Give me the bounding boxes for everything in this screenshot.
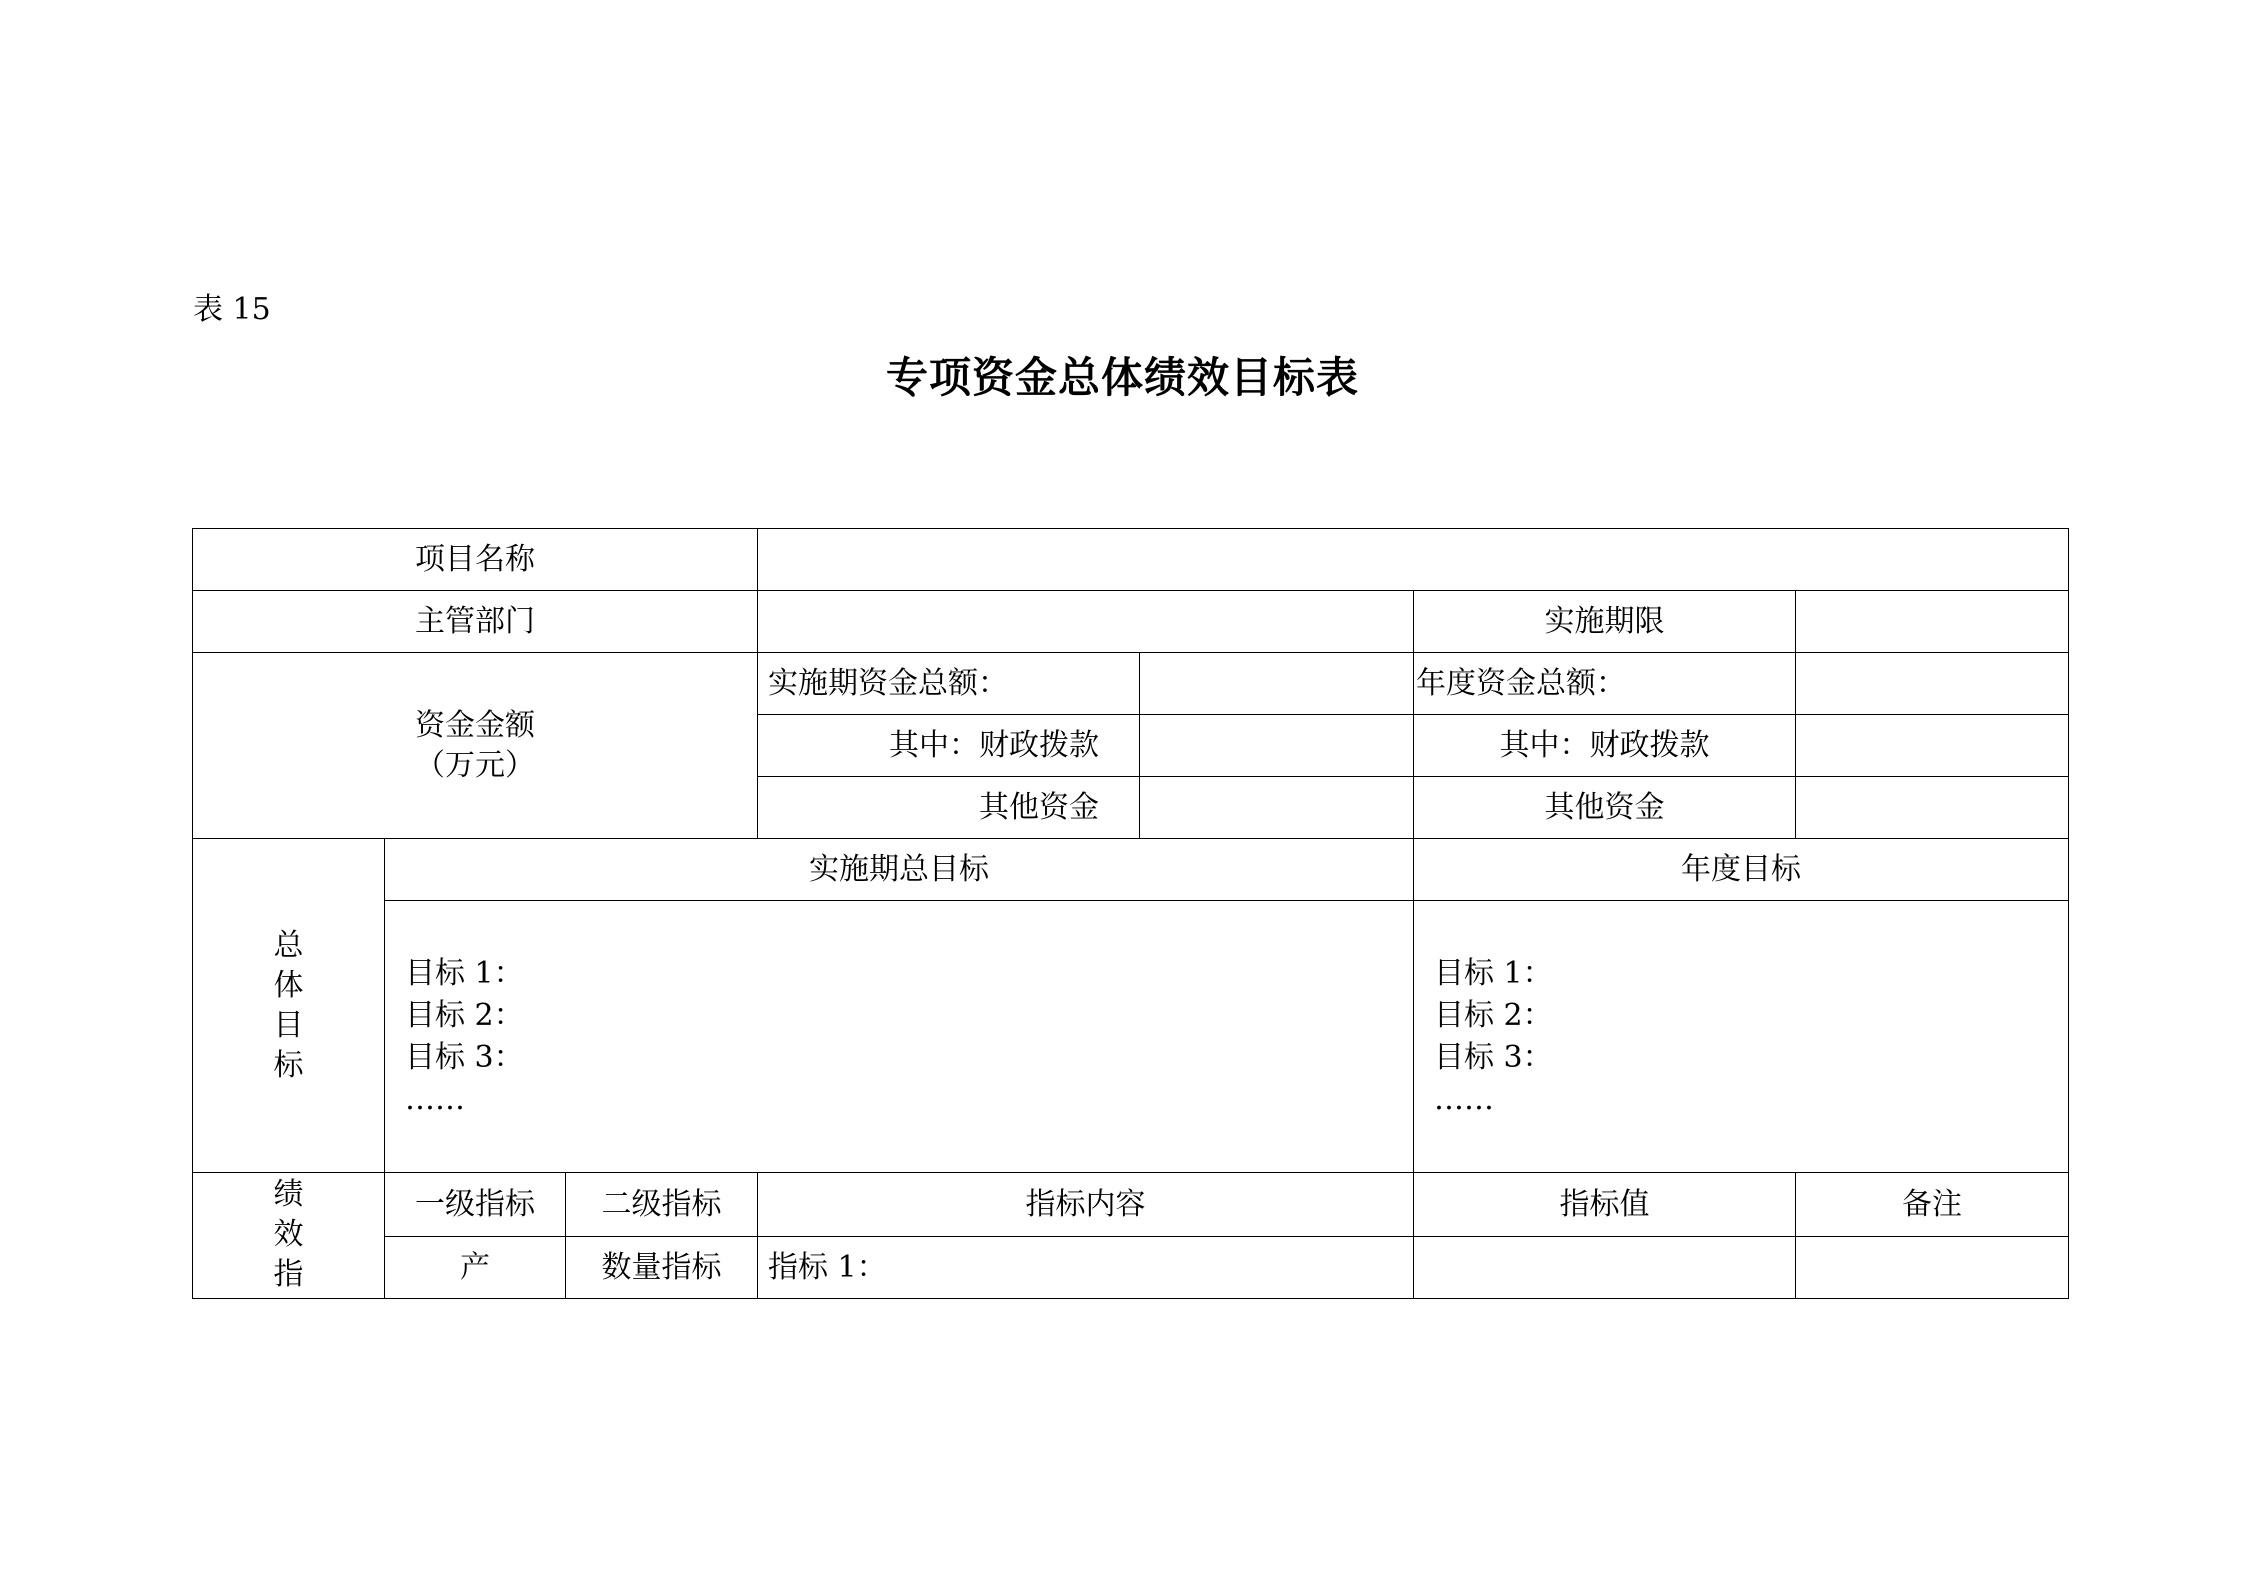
- overall-goal-label: [193, 839, 385, 1173]
- goal-header-row: [193, 839, 2069, 901]
- remark-field[interactable]: [1796, 1237, 2069, 1299]
- period-goal-3: 目标 3：: [405, 1039, 524, 1075]
- period-label: 实施期限: [1414, 591, 1796, 653]
- level1-indicator-header: 一级指标: [385, 1173, 566, 1237]
- annual-goal-more: ……: [1434, 1081, 1494, 1117]
- level2-indicator-header: 二级指标: [566, 1173, 758, 1237]
- annual-other-field[interactable]: [1796, 777, 2069, 839]
- level2-indicator-cell: 数量指标: [566, 1237, 758, 1299]
- annual-goal-3: 目标 3：: [1434, 1039, 1553, 1075]
- annual-goal-1: 目标 1：: [1434, 955, 1553, 991]
- indicator-char: 绩: [273, 1177, 304, 1212]
- annual-total-label: 年度资金总额：: [1414, 653, 1796, 715]
- period-other-field[interactable]: [1140, 777, 1414, 839]
- annual-fiscal-label: 其中：财政拨款: [1414, 715, 1796, 777]
- overall-goal-char: 标: [273, 1047, 304, 1083]
- indicator-value-header: 指标值: [1414, 1173, 1796, 1237]
- period-field[interactable]: [1796, 591, 2069, 653]
- annual-goal-header: 年度目标: [1414, 839, 2069, 901]
- project-name-label: 项目名称: [193, 529, 758, 591]
- department-field[interactable]: [758, 591, 1414, 653]
- document-title: 专项资金总体绩效目标表: [885, 353, 1359, 402]
- department-row: [193, 591, 2069, 653]
- period-fiscal-field[interactable]: [1140, 715, 1414, 777]
- indicator-content-cell[interactable]: 指标 1：: [758, 1237, 1414, 1299]
- fund-amount-label: [193, 653, 758, 839]
- overall-goal-char: 体: [273, 967, 304, 1003]
- overall-goal-char: 目: [273, 1007, 304, 1043]
- department-label: 主管部门: [193, 591, 758, 653]
- annual-fiscal-field[interactable]: [1796, 715, 2069, 777]
- indicator-value-field[interactable]: [1414, 1237, 1796, 1299]
- fund-label-line2: （万元）: [415, 747, 535, 783]
- annual-goal-2: 目标 2：: [1434, 997, 1553, 1033]
- period-goals-cell[interactable]: [385, 901, 1414, 1173]
- level1-indicator-cell: 产: [385, 1237, 566, 1299]
- indicator-header-row: [193, 1173, 2069, 1237]
- period-total-field[interactable]: [1140, 653, 1414, 715]
- period-goal-2: 目标 2：: [405, 997, 524, 1033]
- performance-indicator-label: [193, 1173, 385, 1299]
- project-name-field[interactable]: [758, 529, 2069, 591]
- remark-header: 备注: [1796, 1173, 2069, 1237]
- table-number-label: 表 15: [193, 292, 271, 327]
- project-name-row: [193, 529, 2069, 591]
- annual-other-label: 其他资金: [1414, 777, 1796, 839]
- period-fiscal-label: 其中：财政拨款: [758, 715, 1140, 777]
- period-total-label: 实施期资金总额：: [758, 653, 1140, 715]
- fund-total-row: [193, 653, 2069, 715]
- fund-label-line1: 资金金额: [415, 707, 535, 743]
- period-goal-1: 目标 1：: [405, 955, 524, 991]
- period-goal-header: 实施期总目标: [385, 839, 1414, 901]
- annual-total-field[interactable]: [1796, 653, 2069, 715]
- annual-goals-cell[interactable]: [1414, 901, 2069, 1173]
- indicator-row: [193, 1237, 2069, 1299]
- period-goal-more: ……: [405, 1081, 465, 1117]
- indicator-char: 指: [273, 1257, 304, 1292]
- indicator-char: 效: [273, 1217, 304, 1252]
- indicator-content-header: 指标内容: [758, 1173, 1414, 1237]
- period-other-label: 其他资金: [758, 777, 1140, 839]
- performance-goal-table: [192, 528, 2069, 1299]
- goal-content-row: [193, 901, 2069, 1173]
- overall-goal-char: 总: [273, 927, 304, 963]
